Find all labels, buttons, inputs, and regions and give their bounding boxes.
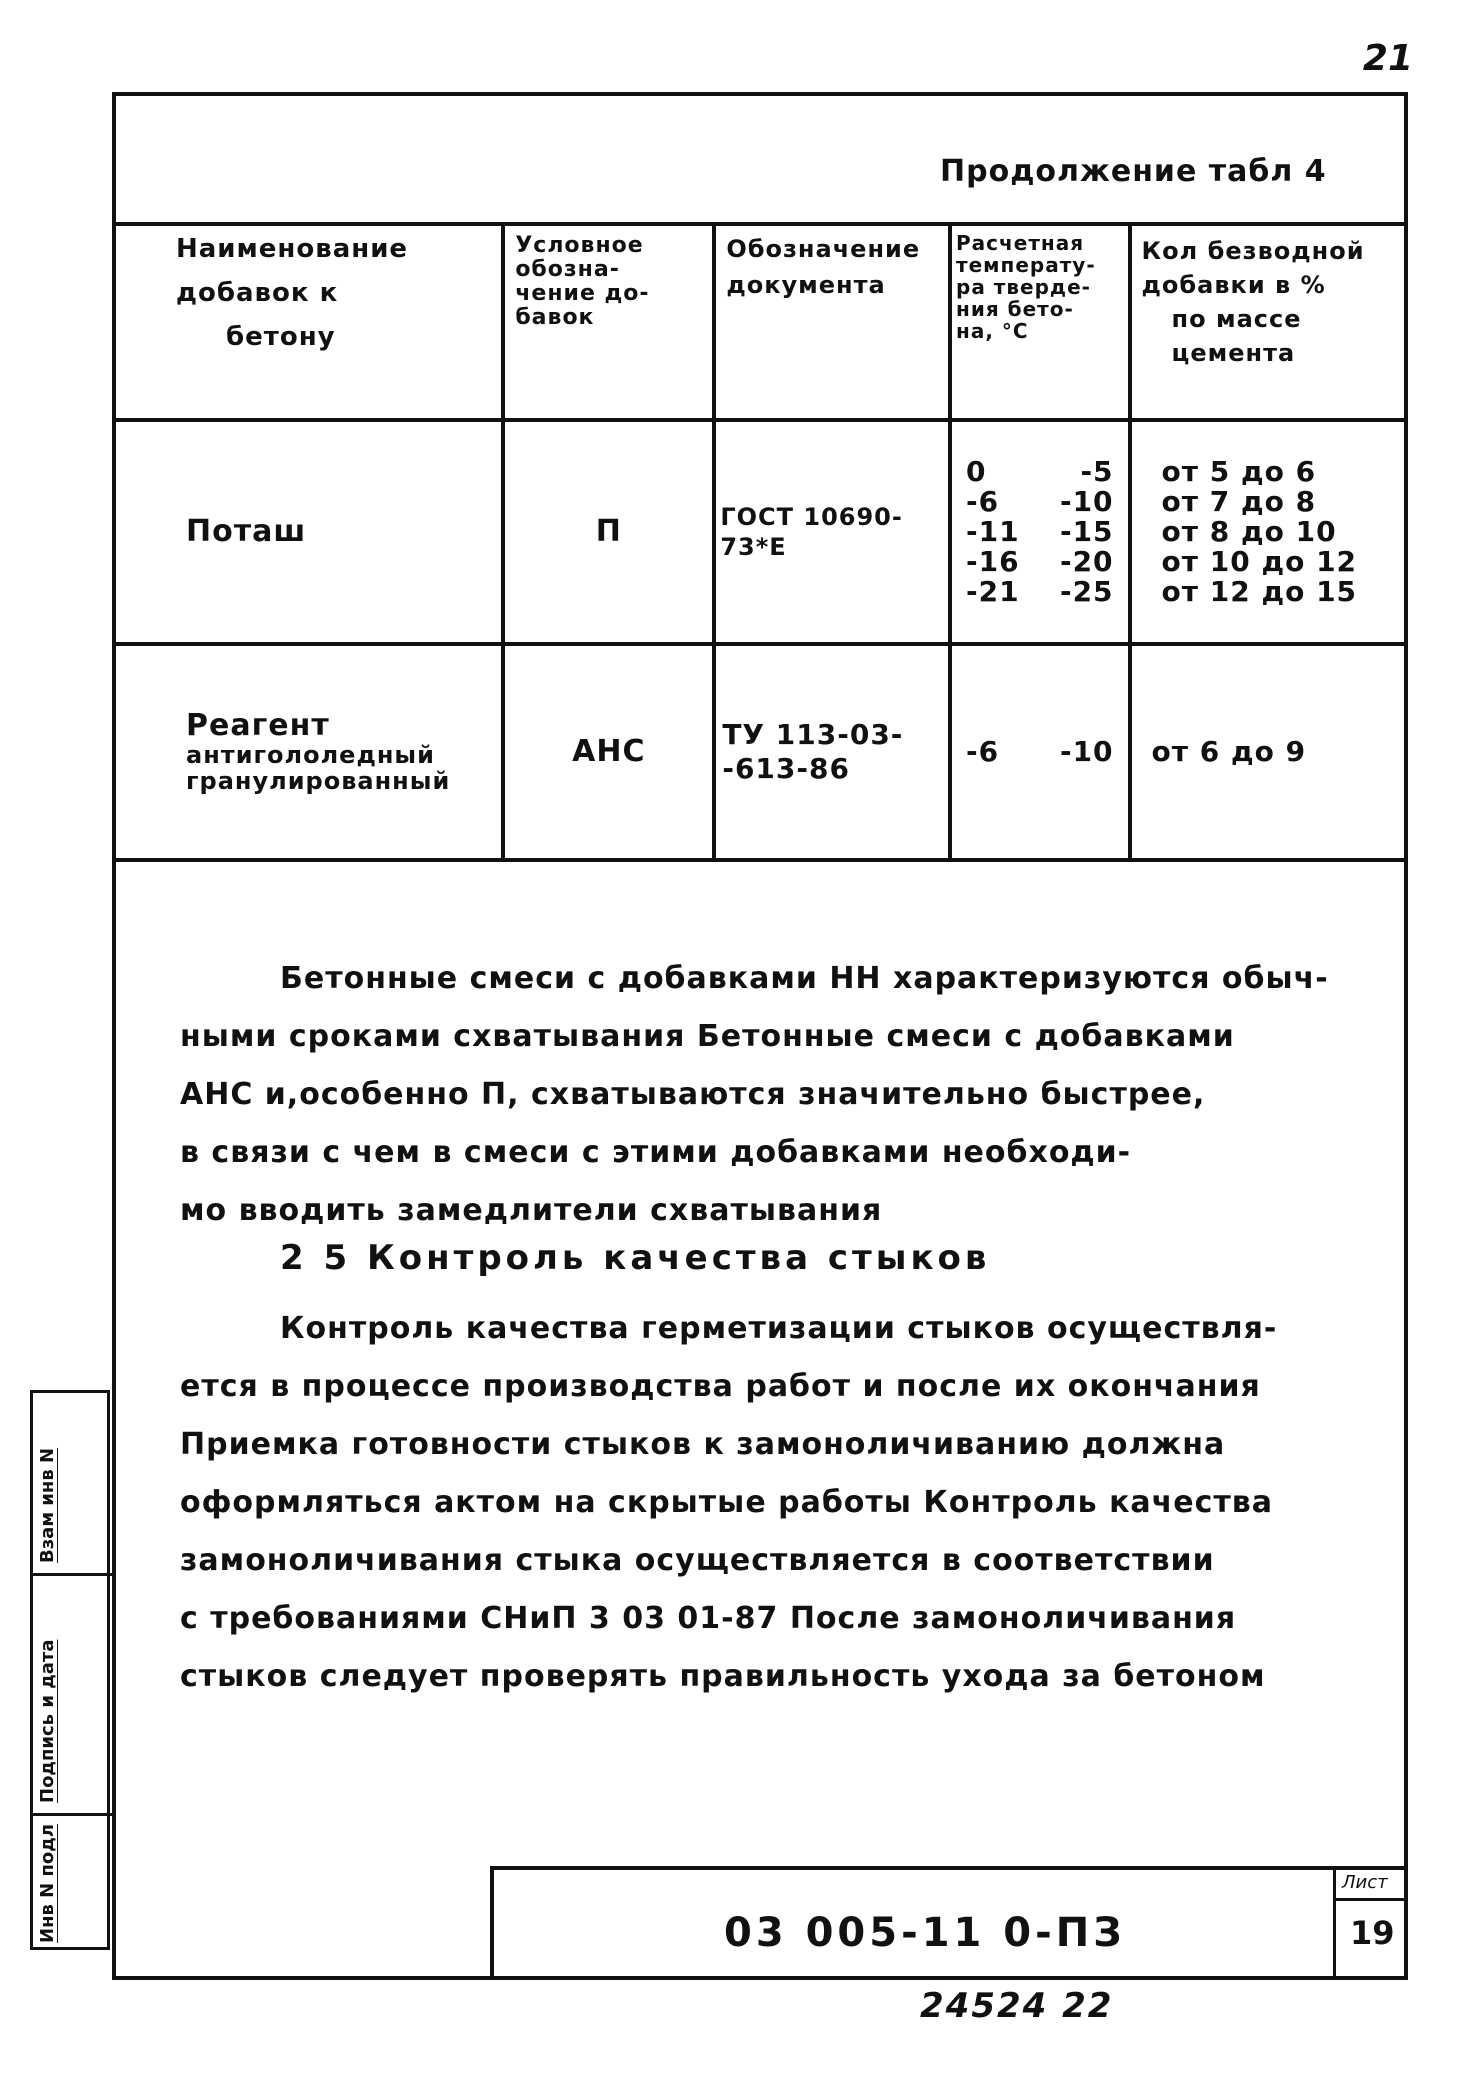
cell-amount — [1130, 644, 1406, 860]
section-heading: 2 5 Контроль качества стыков — [280, 1238, 991, 1278]
cell-temperature — [950, 420, 1130, 644]
header-symbol: Условное обозна- чение до- бавок — [503, 224, 714, 420]
temperature-range: -21 -25 — [966, 575, 1114, 608]
table-row — [114, 644, 1406, 860]
side-stamp-divider — [33, 1813, 113, 1816]
cell-name: Реагент антигололедный гранулированный — [114, 644, 503, 860]
sheet-label: Лист — [1342, 1872, 1388, 1893]
paragraph-setting-time: Бетонные смеси с добавками НН характеризуются обыч- ными сроками схватывания Бетонные смеси с добавками АНС и,особенно П, схватываются значительно быстрее, в связи с чем в смеси с этими добавками необходи- мо вводить замедлители схватывания — [180, 961, 1329, 1228]
sheet-divider — [1336, 1898, 1408, 1901]
footer-code: 24524 22 — [920, 1986, 1114, 2026]
cell-symbol: АНС — [503, 644, 714, 860]
amount-range: от 8 до 10 — [1161, 515, 1337, 548]
cell-document: ГОСТ 10690-73*Е — [714, 420, 950, 644]
paragraph-joint-control: Контроль качества герметизации стыков осуществля- ется в процессе производства работ и после их окончания Приемка готовности стыков к замоноличиванию должна оформляться актом на скрытые работы Контроль качества замоноличивания стыка осуществляется в соответствии с требованиями СНиП 3 03 01-87 После замоноличивания стыков следует проверять правильность ухода за бетоном — [180, 1311, 1278, 1694]
temperature-range: 0 -5 — [966, 455, 1114, 488]
header-amount: Кол безводной добавки в % по массе цемента — [1130, 224, 1406, 420]
cell-document: ТУ 113-03- -613-86 — [714, 644, 950, 860]
temperature-range: -6 -10 — [966, 485, 1114, 518]
cell-temperature — [950, 644, 1130, 860]
sheet-box — [1333, 1870, 1408, 1980]
side-label-signature-date: Подпись и дата — [37, 1639, 58, 1803]
table-continuation-label: Продолжение табл 4 — [940, 154, 1327, 189]
table-row — [114, 420, 1406, 644]
page-number: 21 — [1362, 38, 1413, 79]
temperature-range: -6 -10 — [966, 735, 1114, 768]
temperature-range: -16 -20 — [966, 545, 1114, 578]
header-name: Наименование добавок к бетону — [114, 224, 503, 420]
amount-range: от 5 до 6 — [1161, 455, 1317, 488]
side-stamp — [30, 1390, 110, 1950]
cell-name: Поташ — [114, 420, 503, 644]
side-stamp-divider — [33, 1573, 113, 1576]
title-block — [490, 1866, 1408, 1980]
amount-range: от 10 до 12 — [1161, 545, 1358, 578]
additives-table — [112, 222, 1408, 862]
cell-amount — [1130, 420, 1406, 644]
amount-range: от 12 до 15 — [1161, 575, 1358, 608]
temperature-range: -11 -15 — [966, 515, 1114, 548]
amount-range: от 7 до 8 — [1161, 485, 1317, 518]
side-label-inv-orig: Инв N подл — [37, 1823, 58, 1943]
header-temperature: Расчетная температу- ра тверде- ния бето- на, °С — [950, 224, 1130, 420]
table-header-row — [114, 224, 1406, 420]
side-label-replace-inv: Взам инв N — [37, 1447, 58, 1563]
header-document: Обозначение документа — [714, 224, 950, 420]
cell-symbol: П — [503, 420, 714, 644]
amount-range: от 6 до 9 — [1151, 735, 1307, 768]
sheet-number: 19 — [1350, 1914, 1395, 1952]
document-code: 03 005-11 0-ПЗ — [724, 1910, 1126, 1956]
